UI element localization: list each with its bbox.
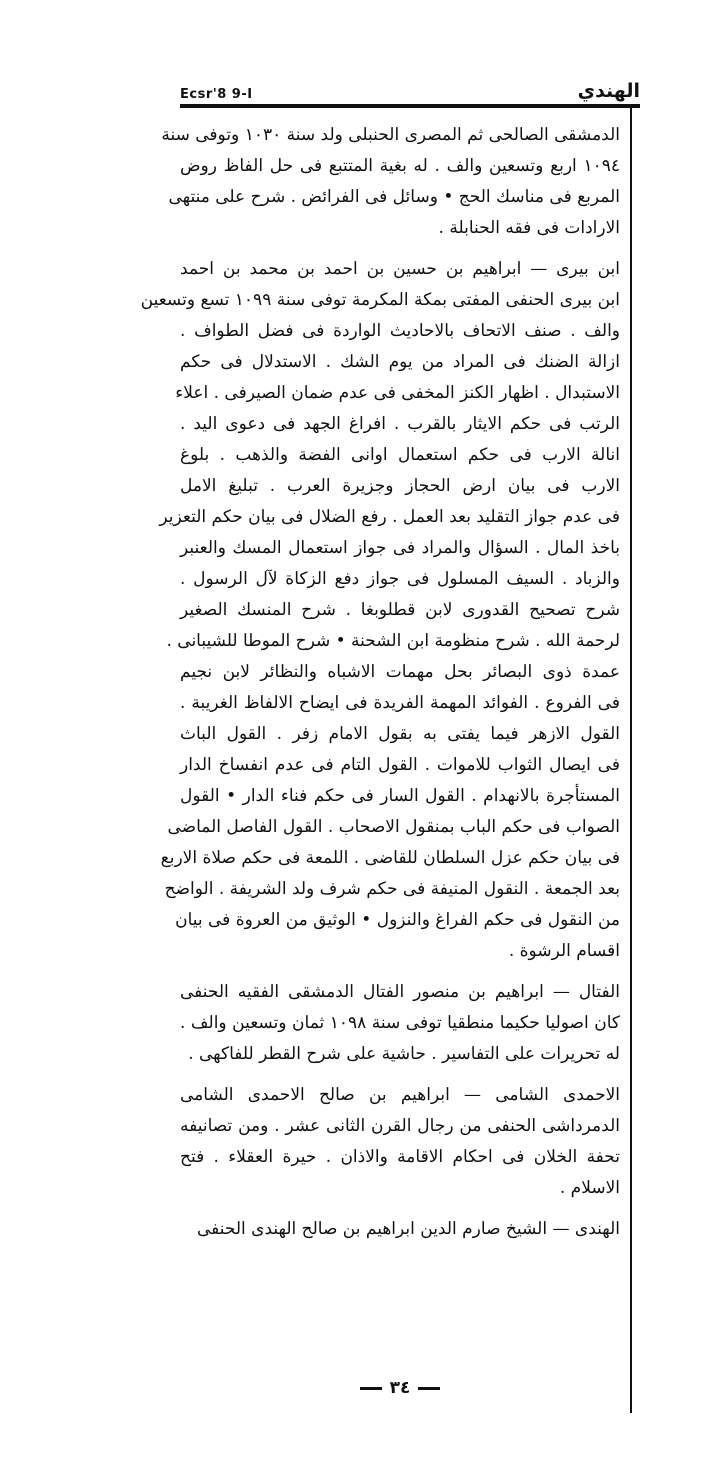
- paragraph: [180, 1080, 620, 1204]
- text-line: ابن بيرى — ابراهيم بن حسين بن احمد بن محمد بن احمد: [180, 259, 620, 279]
- text-line: الدمشقى الصالحى ثم المصرى الحنبلى ولد سنة ١٠٣٠ وتوفى سنة: [161, 125, 620, 145]
- text-line: المستأجرة بالانهدام . القول السار فى حكم فناء الدار • القول: [180, 786, 620, 806]
- text-line: الدمرداشى الحنفى من رجال القرن الثانى عشر . ومن تصانيفه: [180, 1116, 620, 1136]
- text-line: القول الازهر فيما يفتى به بقول الامام زفر . القول الباث: [180, 724, 620, 744]
- header-code: Ecsr'8 9-I: [180, 87, 253, 102]
- paragraph: [180, 1214, 620, 1245]
- text-line: الفتال — ابراهيم بن منصور الفتال الدمشقى الفقيه الحنفى: [180, 982, 620, 1002]
- text-line: الصواب فى حكم الباب بمنقول الاصحاب . القول الفاصل الماضى: [167, 817, 620, 837]
- text-line: والزباد . السيف المسلول فى جواز دفع الزكاة لآل الرسول .: [180, 569, 620, 589]
- paragraph: [180, 977, 620, 1070]
- text-line: فى الفروع . الفوائد المهمة الفريدة فى ايضاح الالفاظ الغريبة .: [180, 693, 620, 713]
- paragraph: [161, 120, 620, 244]
- text-line: عمدة ذوى البصائر بحل مهمات الاشباه والنظائر لابن نجيم: [180, 662, 620, 682]
- folio-dash-right: [360, 1387, 382, 1390]
- text-line: باخذ المال . السؤال والمراد فى جواز استعمال المسك والعنبر: [180, 538, 620, 558]
- paragraph: [140, 254, 620, 967]
- text-line: انالة الارب فى حكم استعمال اوانى الفضة والذهب . بلوغ: [180, 445, 620, 465]
- text-line: الاحمدى الشامى — ابراهيم بن صالح الاحمدى الشامى: [180, 1085, 620, 1105]
- text-line: كان اصوليا حكيما منطقيا توفى سنة ١٠٩٨ ثمان وتسعين والف .: [180, 1013, 620, 1033]
- folio-dash-left: [418, 1387, 440, 1390]
- text-line: ١٠٩٤ اربع وتسعين والف . له بغية المتتبع فى حل الفاظ روض: [180, 156, 620, 176]
- text-line: له تحريرات على التفاسير . حاشية على شرح القطر للفاكهى .: [188, 1044, 620, 1064]
- text-line: فى عدم جواز التقليد بعد العمل . رفع الضلال فى بيان حكم التعزير: [159, 507, 620, 527]
- text-line: من النقول فى حكم الفراغ والنزول • الوثيق من العروة فى بيان: [175, 910, 620, 930]
- text-line: الرتب فى حكم الايثار بالقرب . افراغ الجهد فى دعوى اليد .: [180, 414, 620, 434]
- text-line: فى ايصال الثواب للاموات . القول التام فى عدم انفساخ الدار: [180, 755, 620, 775]
- text-line: بعد الجمعة . النقول المنيفة فى حكم شرف ولد الشريفة . الواضح: [164, 879, 620, 899]
- margin-rule: [630, 108, 632, 1413]
- page-number: [340, 1378, 460, 1398]
- running-header: [180, 74, 640, 102]
- text-line: المربع فى مناسك الحج • وسائل فى الفرائض . شرح على منتهى: [168, 187, 620, 207]
- text-line: الارادات فى فقه الحنابلة .: [438, 218, 620, 238]
- header-title: الهندي: [577, 80, 640, 102]
- text-line: الهندى — الشيخ صارم الدين ابراهيم بن صالح الهندى الحنفى: [196, 1219, 620, 1239]
- text-line: فى بيان حكم عزل السلطان للقاضى . اللمعة فى حكم صلاة الاربع: [160, 848, 620, 868]
- text-line: تحفة الخلان فى احكام الاقامة والاذان . حيرة العقلاء . فتح: [180, 1147, 620, 1167]
- page-number-value: ٣٤: [389, 1378, 411, 1398]
- text-line: ازالة الضنك فى المراد من يوم الشك . الاستدلال فى حكم: [180, 352, 620, 372]
- body-text: [140, 120, 620, 1245]
- text-line: اقسام الرشوة .: [508, 941, 620, 961]
- text-line: لرحمة الله . شرح منظومة ابن الشحنة • شرح الموطا للشيبانى .: [166, 631, 620, 651]
- text-line: الاسلام .: [559, 1178, 620, 1198]
- text-line: الارب فى بيان ارض الحجاز وجزيرة العرب . تبليغ الامل: [180, 476, 620, 496]
- text-line: ابن بيرى الحنفى المفتى بمكة المكرمة توفى سنة ١٠٩٩ تسع وتسعين: [140, 290, 620, 310]
- text-line: الاستبدال . اظهار الكنز المخفى فى عدم ضمان الصيرفى . اعلاء: [175, 383, 620, 403]
- header-rule: [180, 104, 640, 108]
- text-line: والف . صنف الاتحاف بالاحاديث الواردة فى فضل الطواف .: [180, 321, 620, 341]
- text-line: شرح تصحيح القدورى لابن قطلوبغا . شرح المنسك الصغير: [180, 600, 620, 620]
